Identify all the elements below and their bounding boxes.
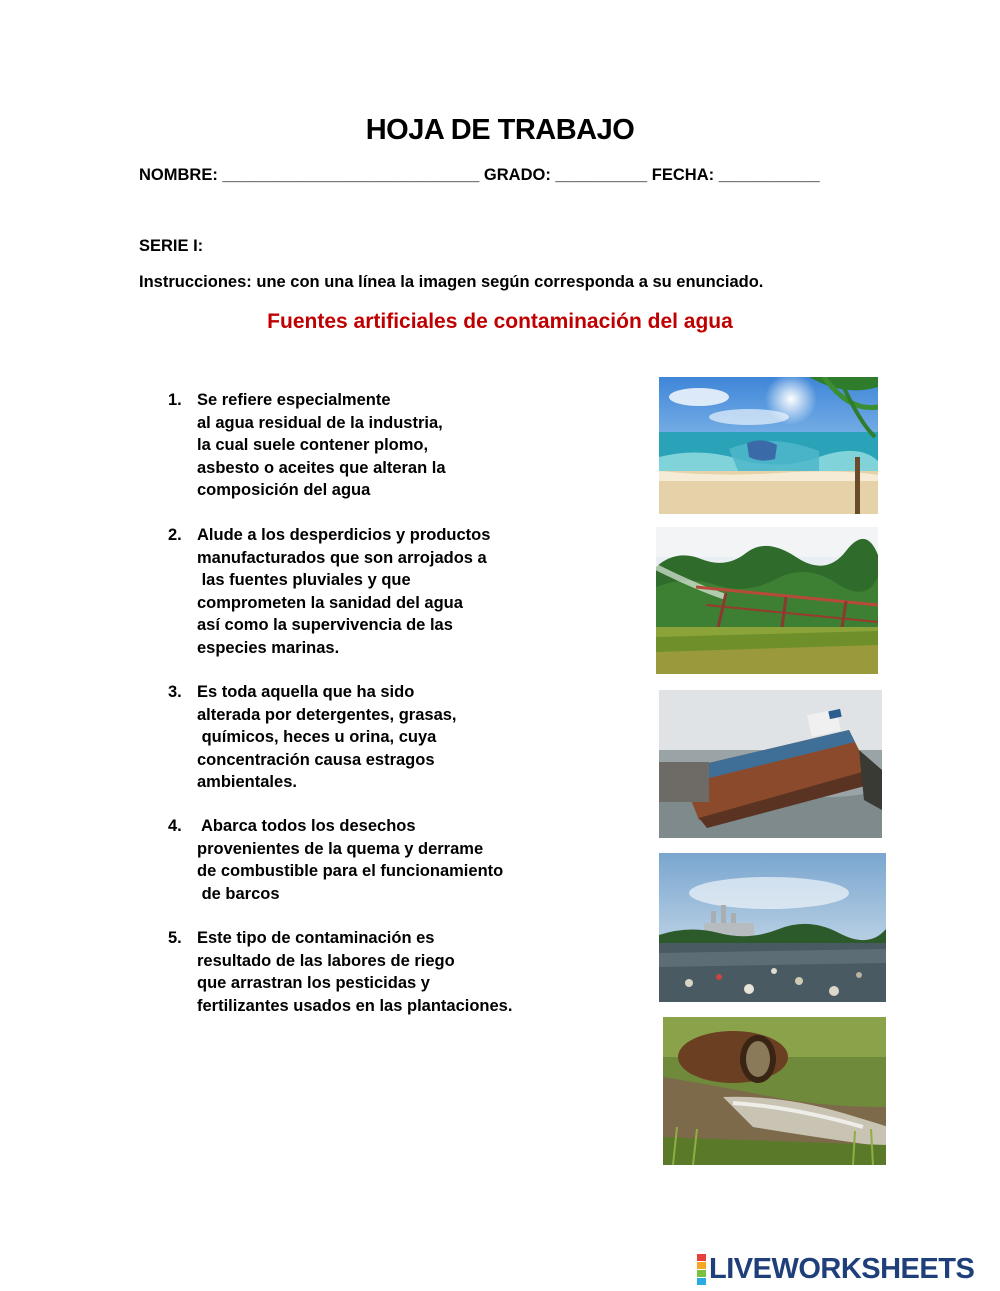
item-text: Abarca todos los desechos provenientes de la quema y derrame de combustible para el funcionamiento de barcos [197, 817, 504, 903]
item-number: 1. [168, 391, 182, 409]
item-text: Es toda aquella que ha sido alterada por detergentes, grasas, químicos, heces u orina, cuya concentración causa estragos ambientales. [197, 683, 457, 791]
item-number: 3. [168, 683, 182, 701]
beach-wave-plastic-photo[interactable] [659, 377, 878, 514]
worksheet-subtitle: Fuentes artificiales de contaminación del agua [267, 310, 733, 333]
student-info-line: NOMBRE: ____________________________ GRADO: __________ FECHA: ___________ [139, 166, 820, 184]
logo-text: LIVEWORKSHEETS [709, 1252, 975, 1285]
polluted-lake-factory-photo[interactable] [659, 853, 886, 1002]
item-number: 4. [168, 817, 182, 835]
item-number: 5. [168, 929, 182, 947]
item-text: Este tipo de contaminación es resultado de las labores de riego que arrastran los pesticidas y fertilizantes usados en las plantaciones. [197, 929, 513, 1015]
instructions-text: Instrucciones: une con una línea la imagen según corresponda a su enunciado. [139, 273, 764, 291]
item-number: 2. [168, 526, 182, 544]
item-text: Alude a los desperdicios y productos manufacturados que son arrojados a las fuentes pluviales y que comprometen la sanidad del agua así como la supervivencia de las especies marinas. [197, 526, 491, 657]
item-text: Se refiere especialmente al agua residual de la industria, la cual suele contener plomo, asbesto o aceites que alteran la composición del agua [197, 391, 446, 499]
liveworksheets-logo[interactable] [697, 1253, 974, 1285]
irrigation-crop-field-photo[interactable] [656, 527, 878, 674]
sewage-pipe-discharge-photo[interactable] [663, 1017, 886, 1165]
logo-mark-icon [697, 1254, 706, 1285]
page-title: HOJA DE TRABAJO [365, 114, 635, 146]
shipwreck-photo[interactable] [659, 690, 882, 838]
section-heading: SERIE I: [139, 237, 204, 255]
